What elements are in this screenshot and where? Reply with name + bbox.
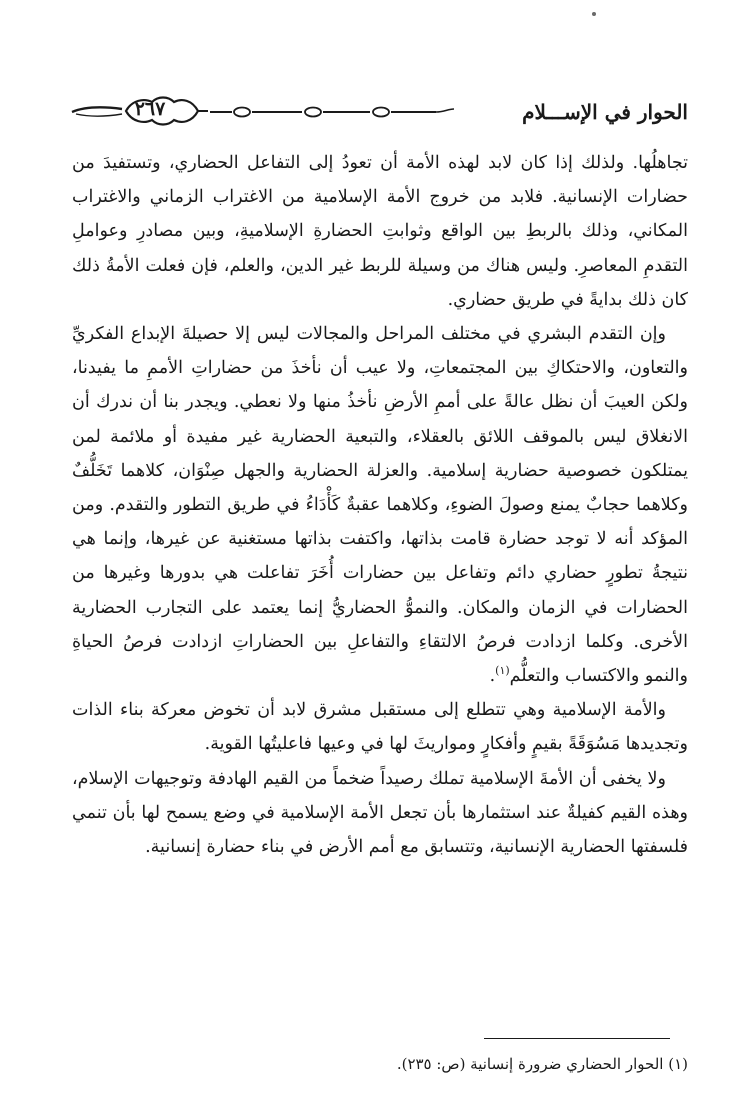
footnote-reference: (١): [495, 664, 510, 678]
scan-dot: [592, 12, 596, 16]
page-number: ٢٦٧: [134, 98, 166, 120]
footnote: (١) الحوار الحضاري ضرورة إنسانية (ص: ٢٣٥).: [396, 1055, 688, 1073]
paragraph-3: والأمة الإسلامية وهي تتطلع إلى مستقبل مشرق لابد أن تخوض معركة بناء الذات وتجديدها مَسُوَقَةً بقيمٍ وأفكارٍ ومواريثَ لها في وعيها فاعليتُها القوية.: [72, 700, 688, 755]
running-title: الحوار في الإســـلام: [522, 100, 688, 124]
paragraph-2-end: .: [489, 666, 496, 687]
paragraph-4: ولا يخفى أن الأمةَ الإسلامية تملك رصيداً ضخماً من القيم الهادفة وتوجيهات الإسلام، وهذه القيم كفيلةٌ عند استثمارها بأن تجعل الأمة الإسلامية في وضع يسمح لها بأن تنمي فلسفتها الحضارية الإنسانية، وتتسابق مع أمم الأرض في بناء حضارة إنسانية.: [72, 768, 688, 858]
paragraph-2: [72, 317, 688, 693]
paragraph-2-text: وإن التقدم البشري في مختلف المراحل والمجالات ليس إلا حصيلةَ الإبداع الفكريِّ والتعاون، والاحتكاكِ بين المجتمعاتِ، ولا عيب أن نأخذَ من حضاراتِ الأممِ ما يفيدنا، ولكن العيبَ أن نظل عالةً على أممِ الأرضِ نأخذُ منها ولا نعطي. ويجدر بنا أن ندرك أن الانغلاق ليس بالموقف اللائق بالعقلاء، والتبعية الحضارية غير مفيدة أو ملائمة لمن يمتلكون خصوصية حضارية إسلامية. والعزلة الحضارية والجهل صِنْوَان، كلاهما تَخَلُّفٌ وكلاهما حجابٌ يمنع وصولَ الضوءِ، وكلاهما عقبةٌ كَأْدَاءُ في طريق التطور والتقدم. ومن المؤكد أنه لا توجد حضارة قامت بذاتها، واكتفت بذاتها مستغنية عن غيرها، وإنما هي نتيجةُ تطورٍ حضاري دائم وتفاعل بين حضارات أُخَرَ تفاعلت هي بدورها وغيرها من الحضارات في الزمان والمكان. والنموُّ الحضاريُّ إنما يعتمد على التجارب الحضارية الأخرى. وكلما ازدادت فرصُ الالتقاءِ والتفاعلِ بين الحضاراتِ ازدادت فرصُ الحياةِ والنمو والاكتساب والتعلُّم: [72, 324, 688, 687]
paragraph-1: تجاهلُها. ولذلك إذا كان لابد لهذه الأمة أن تعودُ إلى التفاعل الحضاري، وتستفيدَ من حضارات الإنسانية. فلابد من خروج الأمة الإسلامية من الاغتراب الزماني والاغتراب المكاني، وذلك بالربطِ بين الواقع وثوابتِ الحضارةِ الإسلاميةِ، وبين مصادرِ وعواملِ التقدمِ المعاصرِ. وليس هناك من وسيلة للربط غير الدين، والعلم، فإن فعلت الأمةُ ذلك كان ذلك بدايةً في طريق حضاري.: [72, 153, 688, 310]
main-text: [72, 146, 688, 864]
page-header: [70, 92, 688, 132]
footnote-separator: [484, 1038, 670, 1039]
